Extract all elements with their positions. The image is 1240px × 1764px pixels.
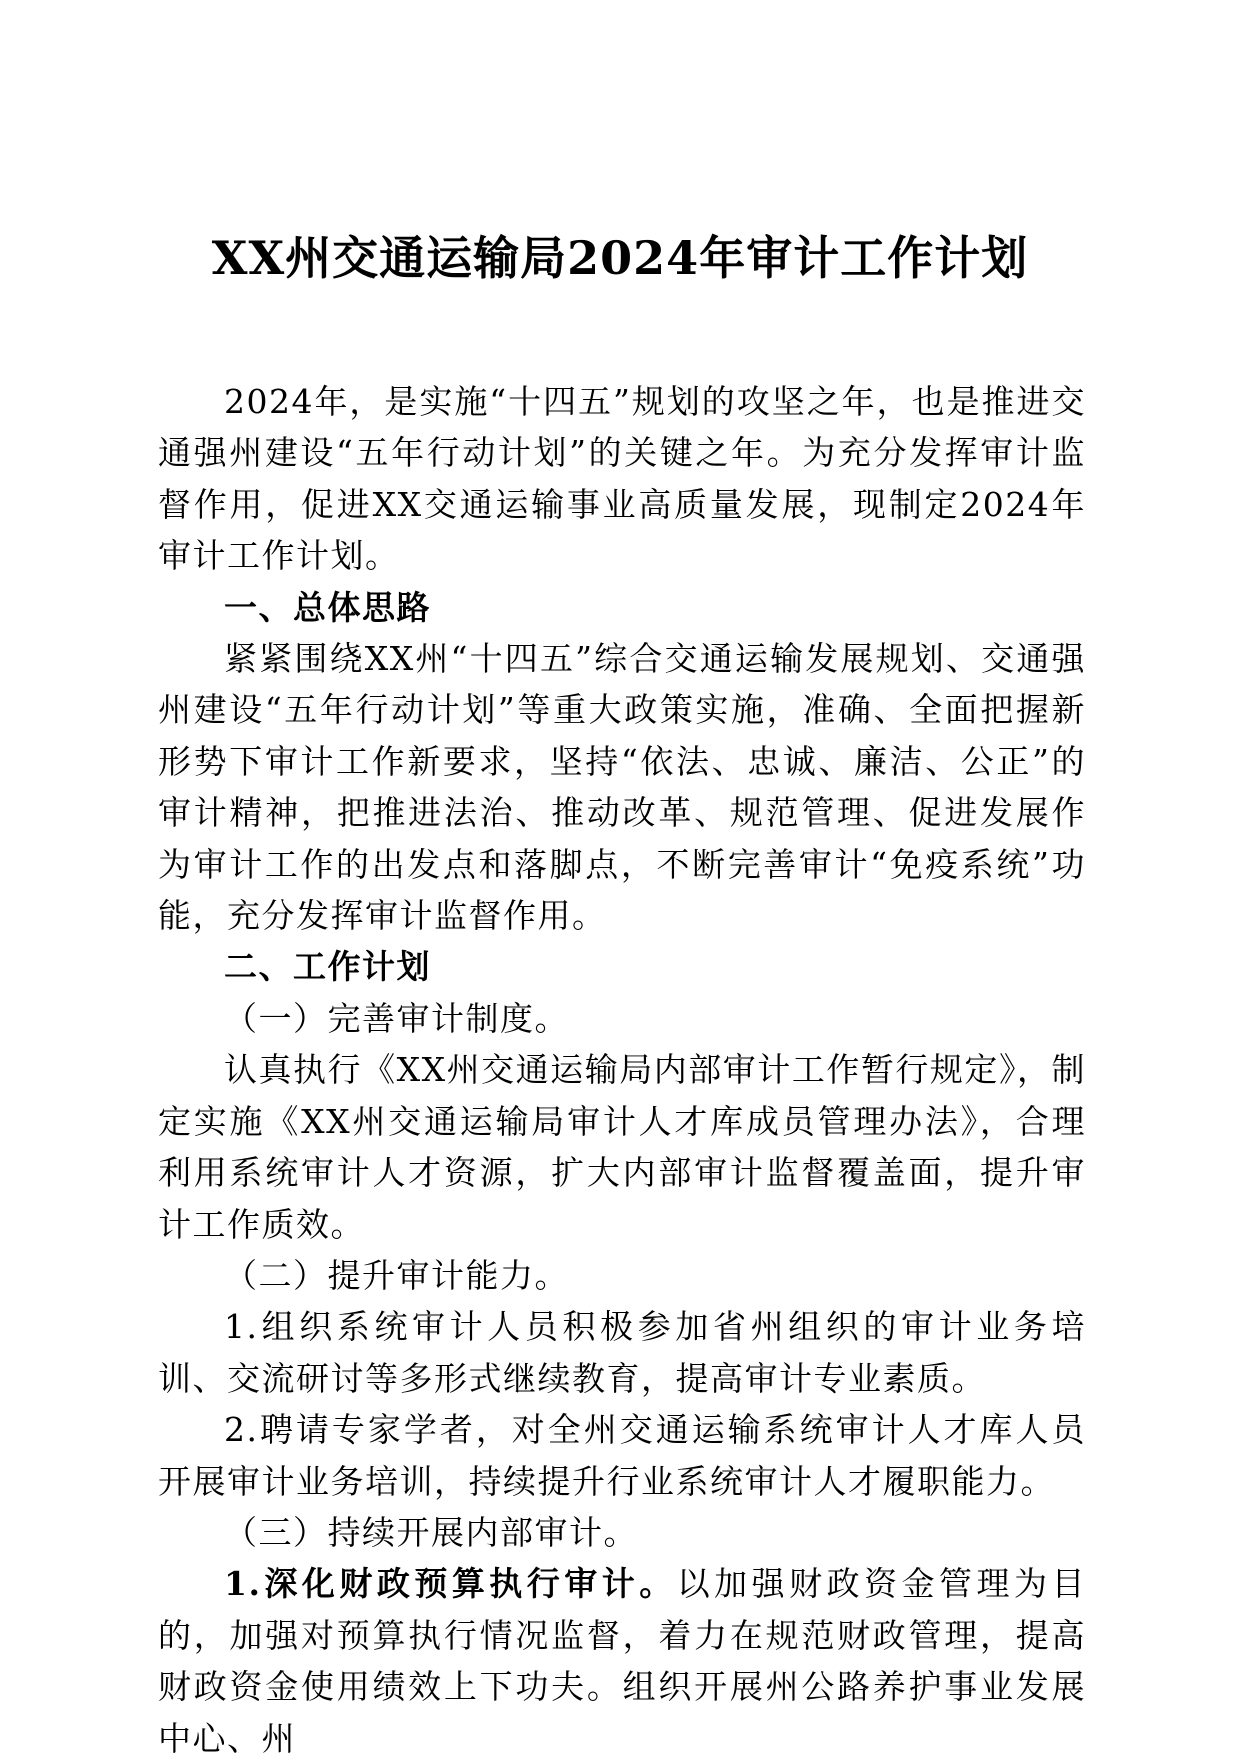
audit-capability-item-2: 2.聘请专家学者，对全州交通运输系统审计人才库人员开展审计业务培训，持续提升行业系统审计人才履职能力。 <box>158 1410 1086 1501</box>
intro-paragraph: 2024年，是实施“十四五”规划的攻坚之年，也是推进交通强州建设“五年行动计划”的关键之年。为充分发挥审计监督作用，促进XX交通运输事业高质量发展，现制定2024年审计工作计划。 <box>158 382 1086 576</box>
overall-approach-paragraph: 紧紧围绕XX州“十四五”综合交通运输发展规划、交通强州建设“五年行动计划”等重大政策实施，准确、全面把握新形势下审计工作新要求，坚持“依法、忠诚、廉洁、公正”的审计精神，把推进法治、推动改革、规范管理、促进发展作为审计工作的出发点和落脚点，不断完善审计“免疫系统”功能，充分发挥审计监督作用。 <box>158 639 1086 936</box>
internal-audit-item-1-lead: 1.深化财政预算执行审计。 <box>224 1564 677 1604</box>
subsection-heading-internal-audit: （三）持续开展内部审计。 <box>224 1512 638 1552</box>
subsection-heading-audit-system: （一）完善审计制度。 <box>224 998 569 1038</box>
internal-audit-item-1 <box>158 1558 1086 1764</box>
audit-system-paragraph: 认真执行《XX州交通运输局内部审计工作暂行规定》，制定实施《XX州交通运输局审计人才库成员管理办法》，合理利用系统审计人才资源，扩大内部审计监督覆盖面，提升审计工作质效。 <box>158 1050 1086 1244</box>
internal-audit-item-1-text: 以加强财政资金管理为目的，加强对预算执行情况监督，着力在规范财政管理，提高财政资金使用绩效上下功夫。组织开展州公路养护事业发展中心、州 <box>158 1564 1086 1758</box>
document-body <box>158 376 1086 1764</box>
audit-capability-item-1: 1.组织系统审计人员积极参加省州组织的审计业务培训、交流研讨等多形式继续教育，提高审计专业素质。 <box>158 1307 1086 1398</box>
section-heading-overall-approach: 一、总体思路 <box>224 587 431 627</box>
subsection-heading-audit-capability: （二）提升审计能力。 <box>224 1255 569 1295</box>
document-title: XX州交通运输局2024年审计工作计划 <box>211 231 1029 285</box>
section-heading-work-plan: 二、工作计划 <box>224 947 431 987</box>
